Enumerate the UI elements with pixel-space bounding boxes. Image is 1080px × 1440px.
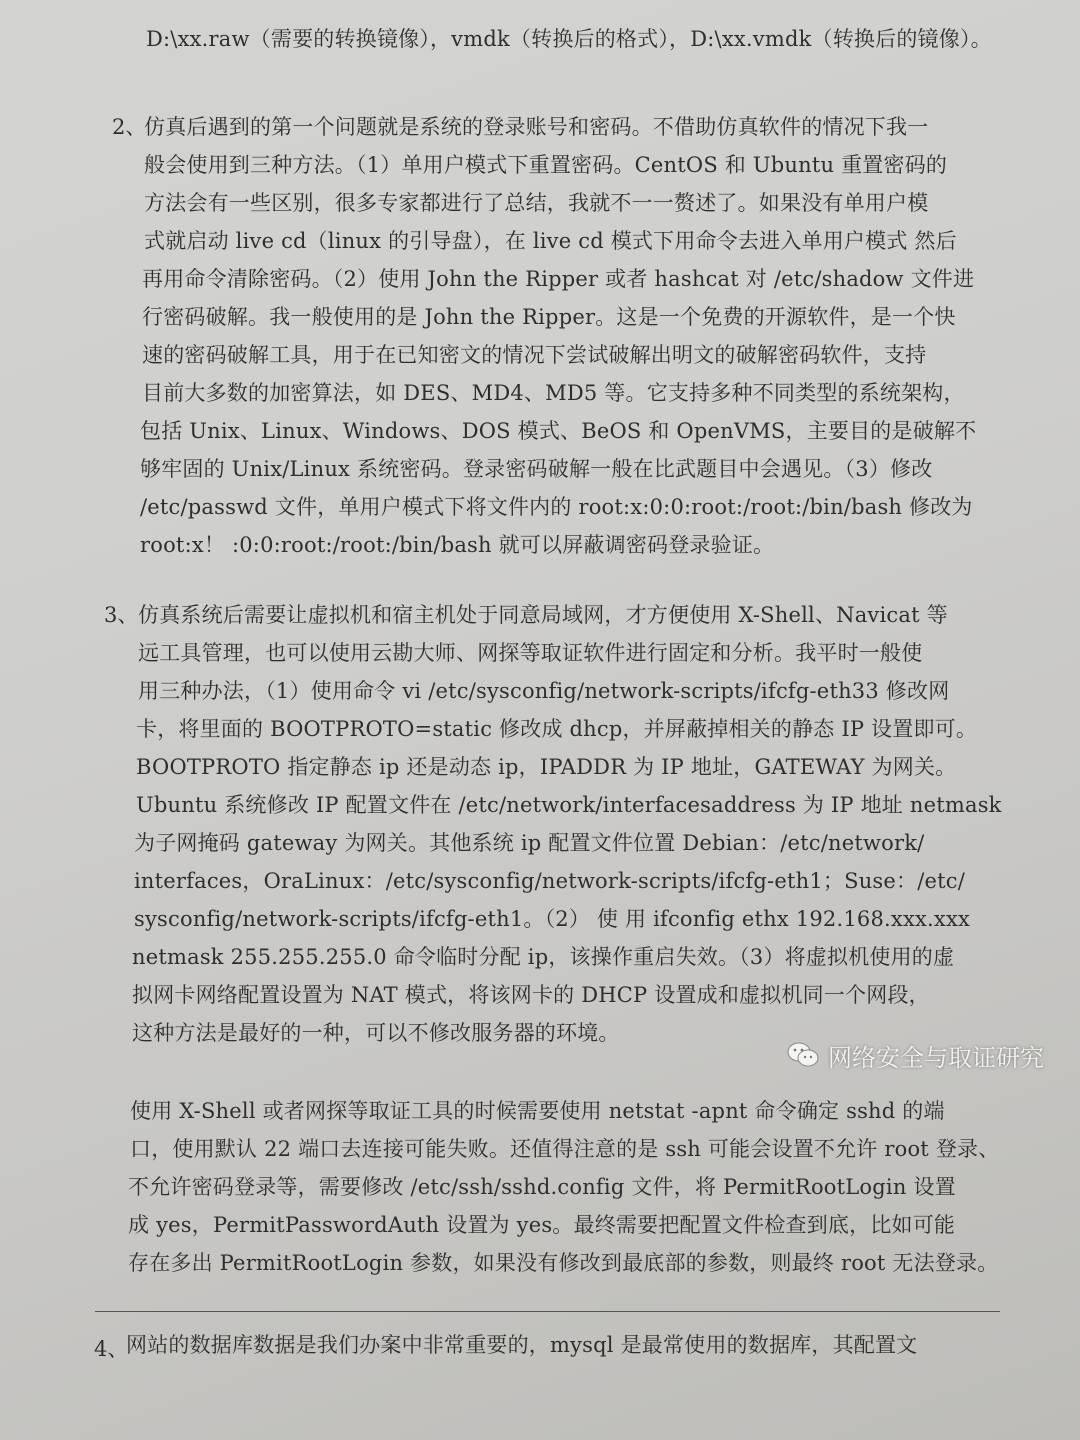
text-line: 远工具管理，也可以使用云勘大师、网探等取证软件进行固定和分析。我平时一般使	[138, 641, 923, 665]
text-line: 式就启动 live cd（linux 的引导盘），在 live cd 模式下用命令去进入单用户模式 然后	[144, 229, 957, 253]
text-line: 方法会有一些区别，很多专家都进行了总结，我就不一一赘述了。如果没有单用户模	[144, 191, 929, 215]
wechat-icon	[786, 1041, 820, 1069]
watermark	[786, 1040, 1044, 1070]
watermark-text: 网络安全与取证研究	[828, 1043, 1044, 1072]
item-number: 4、	[94, 1337, 129, 1361]
text-line: 目前大多数的加密算法，如 DES、MD4、MD5 等。它支持多种不同类型的系统架构，	[142, 381, 965, 405]
text-line: 不允许密码登录等，需要修改 /etc/ssh/sshd.config 文件，将 PermitRootLogin 设置	[128, 1175, 956, 1199]
text-line: 包括 Unix、Linux、Windows、DOS 模式、BeOS 和 OpenVMS，主要目的是破解不	[140, 419, 977, 443]
text-line: 行密码破解。我一般使用的是 John the Ripper。这是一个免费的开源软件，是一个快	[142, 305, 956, 329]
text-line: 卡，将里面的 BOOTPROTO=static 修改成 dhcp，并屏蔽掉相关的静态 IP 设置即可。	[136, 717, 978, 741]
text-line: Ubuntu 系统修改 IP 配置文件在 /etc/network/interfacesaddress 为 IP 地址 netmask	[136, 793, 1002, 817]
item-number: 3、	[104, 603, 139, 627]
text-line: D:\xx.raw（需要的转换镜像），vmdk（转换后的格式），D:\xx.vmdk（转换后的镜像）。	[146, 27, 992, 51]
text-line: interfaces，OraLinux：/etc/sysconfig/network-scripts/ifcfg-eth1；Suse：/etc/	[134, 869, 965, 893]
text-line: 用三种办法，（1）使用命令 vi /etc/sysconfig/network-scripts/ifcfg-eth33 修改网	[138, 679, 950, 703]
text-line: 拟网卡网络配置设置为 NAT 模式，将该网卡的 DHCP 设置成和虚拟机同一个网段，	[132, 983, 930, 1007]
text-line: 这种方法是最好的一种，可以不修改服务器的环境。	[132, 1021, 620, 1045]
text-line: 仿真系统后需要让虚拟机和宿主机处于同意局域网，才方便使用 X-Shell、Navicat 等	[138, 603, 948, 627]
text-line: 够牢固的 Unix/Linux 系统密码。登录密码破解一般在比武题目中会遇见。（3）修改	[140, 457, 933, 481]
text-line: netmask 255.255.255.0 命令临时分配 ip，该操作重启失效。（3）将虚拟机使用的虚	[132, 945, 955, 969]
text-line: 口，使用默认 22 端口去连接可能失败。还值得注意的是 ssh 可能会设置不允许 root 登录、	[130, 1137, 1000, 1161]
text-line: 成 yes，PermitPasswordAuth 设置为 yes。最终需要把配置文件检查到底，比如可能	[128, 1213, 956, 1237]
text-line: 网站的数据库数据是我们办案中非常重要的，mysql 是最常使用的数据库，其配置文	[126, 1333, 918, 1357]
text-line: 般会使用到三种方法。（1）单用户模式下重置密码。CentOS 和 Ubuntu 重置密码的	[144, 153, 948, 177]
text-line: 再用命令清除密码。（2）使用 John the Ripper 或者 hashcat 对 /etc/shadow 文件进	[142, 267, 975, 291]
text-line: 仿真后遇到的第一个问题就是系统的登录账号和密码。不借助仿真软件的情况下我一	[144, 115, 929, 139]
text-line: root:x！ :0:0:root:/root:/bin/bash 就可以屏蔽调密码登录验证。	[140, 533, 775, 557]
item-number: 2、	[112, 115, 147, 139]
text-line: 为子网掩码 gateway 为网关。其他系统 ip 配置文件位置 Debian：/etc/network/	[134, 831, 925, 855]
text-line: 速的密码破解工具，用于在已知密文的情况下尝试破解出明文的破解密码软件，支持	[142, 343, 927, 367]
text-line: 使用 X-Shell 或者网探等取证工具的时候需要使用 netstat -apnt 命令确定 sshd 的端	[130, 1099, 945, 1123]
text-line: /etc/passwd 文件，单用户模式下将文件内的 root:x:0:0:root:/root:/bin/bash 修改为	[140, 495, 973, 519]
text-line: sysconfig/network-scripts/ifcfg-eth1。（2） 使 用 ifconfig ethx 192.168.xxx.xxx	[134, 907, 971, 931]
text-line: 存在多出 PermitRootLogin 参数，如果没有修改到最底部的参数，则最终 root 无法登录。	[128, 1251, 999, 1275]
page-rule	[95, 1311, 1000, 1312]
text-line: BOOTPROTO 指定静态 ip 还是动态 ip，IPADDR 为 IP 地址，GATEWAY 为网关。	[136, 755, 957, 779]
